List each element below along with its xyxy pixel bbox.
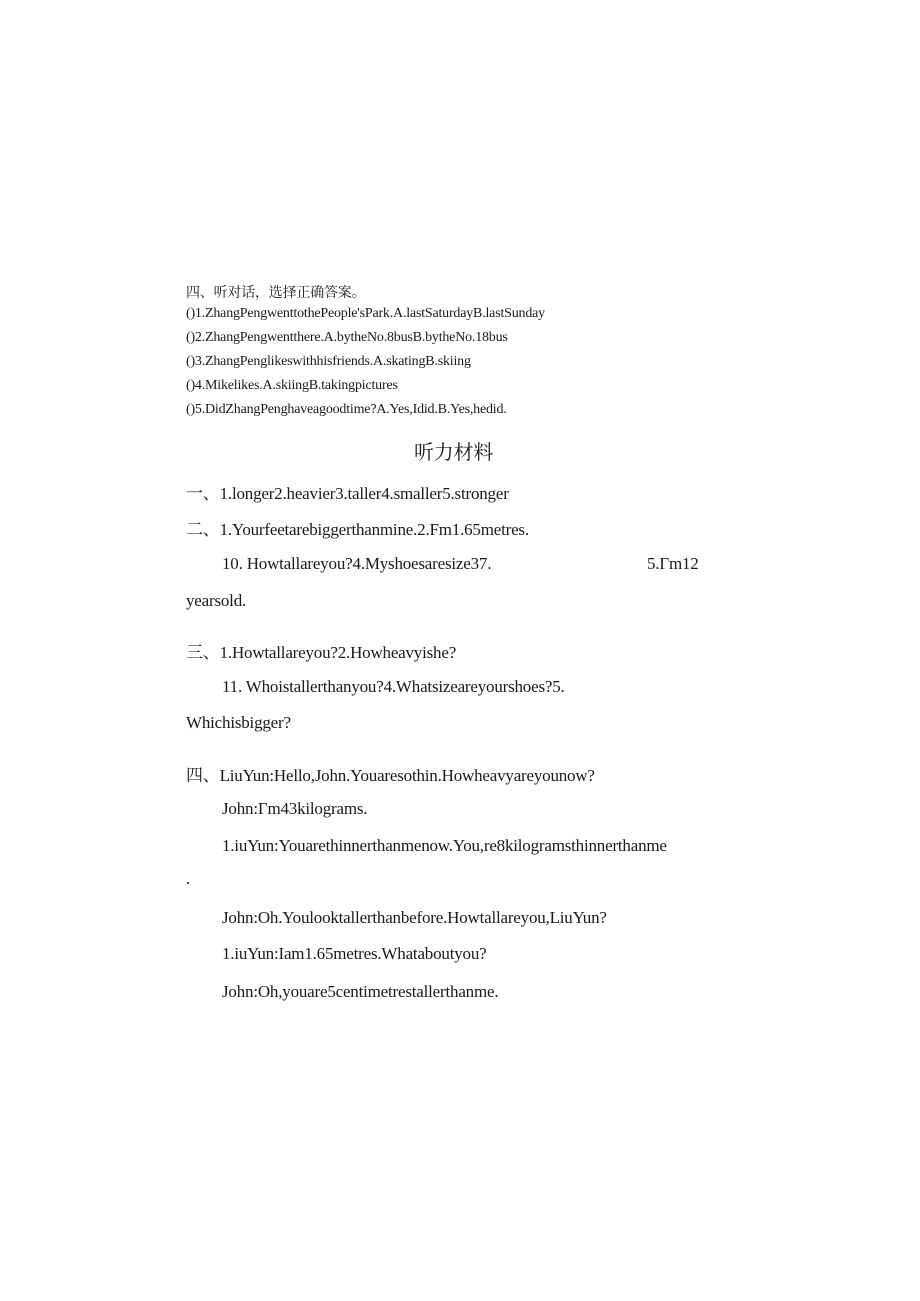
listening-material-title: 听力材料 xyxy=(414,442,494,464)
part1-answers: 一、1.longer2.heavier3.taller4.smaller5.stronger xyxy=(186,484,509,503)
part2-line2-end: 5.Γm12 xyxy=(647,554,699,573)
part3-line1: 三、1.Howtallareyou?2.Howheavyishe? xyxy=(186,643,457,662)
part4-line6: 1.iuYun:Iam1.65metres.Whataboutyou? xyxy=(222,944,487,963)
question-2: ()2.ZhangPengwentthere.A.bytheNo.8busB.bytheNo.18bus xyxy=(186,330,508,345)
part4-line4: . xyxy=(186,869,191,888)
part3-line3: Whichisbigger? xyxy=(186,713,291,732)
question-5: ()5.DidZhangPenghaveagoodtime?A.Yes,Idid.B.Yes,hedid. xyxy=(186,402,507,417)
section4-heading: 四、听对话，选择正确答案。 xyxy=(186,286,366,301)
part2-line3: yearsold. xyxy=(186,591,247,610)
question-3: ()3.ZhangPenglikeswithhisfriends.A.skatingB.skiing xyxy=(186,354,471,369)
part4-line7: John:Oh,youare5centimetrestallerthanme. xyxy=(222,982,499,1001)
part4-line3: 1.iuYun:Youarethinnerthanmenow.You,re8kilogramsthinnerthanme xyxy=(222,836,667,855)
question-1: ()1.ZhangPengwenttothePeople'sPark.A.lastSaturdayB.lastSunday xyxy=(186,306,545,321)
part4-line1: 四、LiuYun:Hello,John.Youaresothin.Howheavyareyounow? xyxy=(186,766,595,785)
part4-line5: John:Oh.Youlooktallerthanbefore.Howtallareyou,LiuYun? xyxy=(222,908,607,927)
part3-line2: 11. Whoistallerthanyou?4.Whatsizeareyourshoes?5. xyxy=(222,677,565,696)
part2-line1: 二、1.Yourfeetarebiggerthanmine.2.Fm1.65metres. xyxy=(186,520,529,539)
part2-line2: 10. Howtallareyou?4.Myshoesaresize37. xyxy=(222,554,492,573)
part4-line2: John:Γm43kilograms. xyxy=(222,799,368,818)
question-4: ()4.Mikelikes.A.skiingB.takingpictures xyxy=(186,378,398,393)
